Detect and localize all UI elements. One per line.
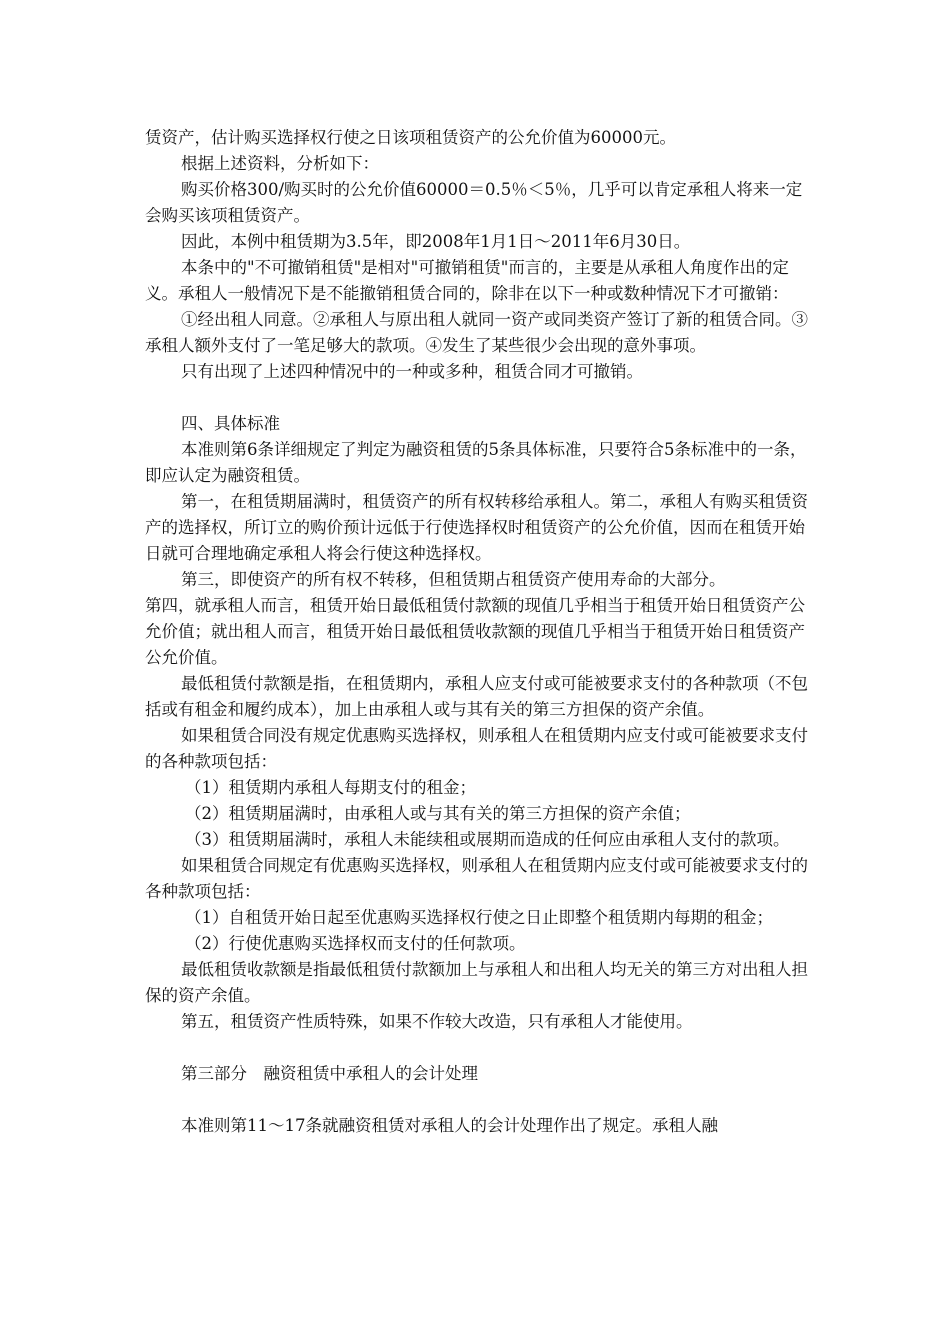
paragraph: 第五，租赁资产性质特殊，如果不作较大改造，只有承租人才能使用。 xyxy=(181,1012,693,1031)
paragraph: 本准则第11～17条就融资租赁对承租人的会计处理作出了规定。承租人融 xyxy=(181,1116,718,1135)
paragraph: 只有出现了上述四种情况中的一种或多种，租赁合同才可撤销。 xyxy=(181,362,643,381)
part-heading: 第三部分 融资租赁中承租人的会计处理 xyxy=(181,1064,478,1083)
list-item: （1）租赁期内承租人每期支付的租金； xyxy=(185,778,476,797)
paragraph: 本准则第6条详细规定了判定为融资租赁的5条具体标准，只要符合5条标准中的一条，即应认定为融资租赁。 xyxy=(145,440,807,485)
paragraph: 如果租赁合同没有规定优惠购买选择权，则承租人在租赁期内应支付或可能被要求支付的各种款项包括： xyxy=(145,726,808,771)
section-heading: 四、具体标准 xyxy=(181,414,280,433)
paragraph-gap xyxy=(145,1035,810,1061)
list-item: （1）自租赁开始日起至优惠购买选择权行使之日止即整个租赁期内每期的租金； xyxy=(185,908,773,927)
paragraph: 因此，本例中租赁期为3.5年，即2008年1月1日～2011年6月30日。 xyxy=(181,232,691,251)
paragraph: 赁资产，估计购买选择权行使之日该项租赁资产的公允价值为60000元。 xyxy=(145,128,676,147)
paragraph: 本条中的"不可撤销租赁"是相对"可撤销租赁"而言的，主要是从承租人角度作出的定义。承租人一般情况下是不能撤销租赁合同的，除非在以下一种或数种情况下才可撤销： xyxy=(145,258,789,303)
paragraph-gap xyxy=(145,385,810,411)
paragraph: 最低租赁付款额是指，在租赁期内，承租人应支付或可能被要求支付的各种款项（不包括或有租金和履约成本），加上由承租人或与其有关的第三方担保的资产余值。 xyxy=(145,674,808,719)
document-body xyxy=(145,125,810,1139)
list-item: （3）租赁期届满时，承租人未能续租或展期而造成的任何应由承租人支付的款项。 xyxy=(185,830,790,849)
paragraph: 购买价格300/购买时的公允价值60000＝0.5％＜5％，几乎可以肯定承租人将来一定会购买该项租赁资产。 xyxy=(145,180,803,225)
paragraph: 第三，即使资产的所有权不转移，但租赁期占租赁资产使用寿命的大部分。 xyxy=(181,570,726,589)
list-item: （2）租赁期届满时，由承租人或与其有关的第三方担保的资产余值； xyxy=(185,804,691,823)
paragraph: 第四，就承租人而言，租赁开始日最低租赁付款额的现值几乎相当于租赁开始日租赁资产公允价值；就出租人而言，租赁开始日最低租赁收款额的现值几乎相当于租赁开始日租赁资产公允价值。 xyxy=(145,596,805,667)
paragraph: 第一，在租赁期届满时，租赁资产的所有权转移给承租人。第二，承租人有购买租赁资产的选择权，所订立的购价预计远低于行使选择权时租赁资产的公允价值，因而在租赁开始日就可合理地确定承租人将会行使这种选择权。 xyxy=(145,492,808,563)
paragraph: ①经出租人同意。②承租人与原出租人就同一资产或同类资产签订了新的租赁合同。③承租人额外支付了一笔足够大的款项。④发生了某些很少会出现的意外事项。 xyxy=(145,310,808,355)
paragraph: 根据上述资料，分析如下： xyxy=(181,154,379,173)
paragraph: 最低租赁收款额是指最低租赁付款额加上与承租人和出租人均无关的第三方对出租人担保的资产余值。 xyxy=(145,960,808,1005)
paragraph-gap xyxy=(145,1087,810,1113)
list-item: （2）行使优惠购买选择权而支付的任何款项。 xyxy=(185,934,526,953)
paragraph: 如果租赁合同规定有优惠购买选择权，则承租人在租赁期内应支付或可能被要求支付的各种款项包括： xyxy=(145,856,808,901)
